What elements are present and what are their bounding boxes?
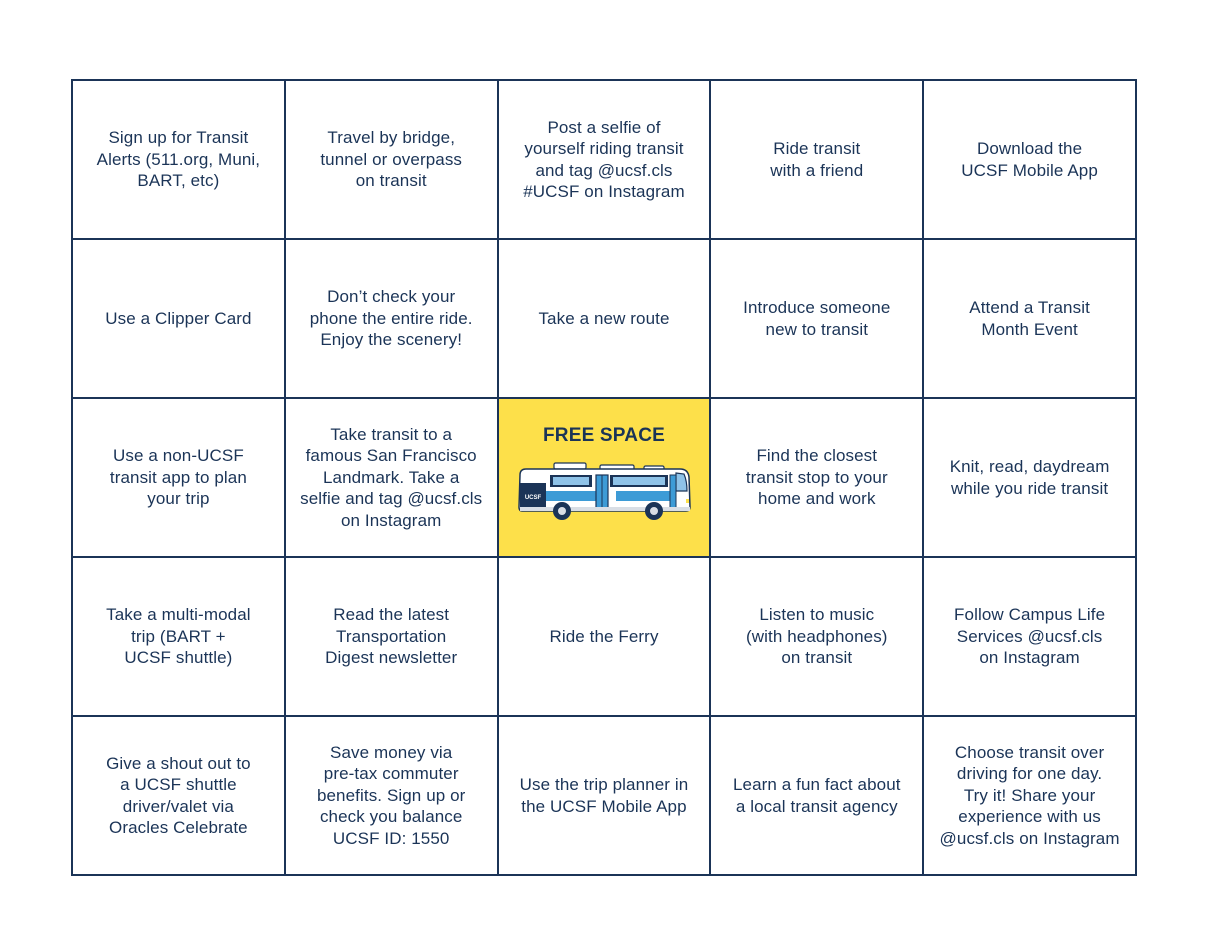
cell-text: Take a new route <box>538 308 670 328</box>
bingo-cell <box>286 81 497 238</box>
bingo-board <box>71 79 1137 876</box>
bingo-cell <box>73 240 284 397</box>
bingo-cell <box>924 81 1135 238</box>
cell-text: Ride transit with a friend <box>770 139 864 180</box>
cell-text: Use the trip planner in the UCSF Mobile App <box>519 775 689 816</box>
cell-text: Take transit to a famous San Francisco Landmark. Take a selfie and tag @ucsf.cls on Instagram <box>300 424 483 530</box>
cell-text: Read the latest Transportation Digest newsletter <box>325 605 458 668</box>
cell-text: Save money via pre-tax commuter benefits. Sign up or check you balance UCSF ID: 1550 <box>316 742 466 848</box>
cell-text: Choose transit over driving for one day. Try it! Share your experience with us @ucsf.cls on Instagram <box>939 742 1120 848</box>
bingo-cell <box>711 81 922 238</box>
cell-text: Download the UCSF Mobile App <box>961 139 1098 180</box>
cell-text: Use a non-UCSF transit app to plan your trip <box>109 446 247 509</box>
bingo-cell <box>924 717 1135 874</box>
cell-text: Take a multi-modal trip (BART + UCSF shuttle) <box>106 605 251 668</box>
free-space-title: FREE SPACE <box>542 425 665 446</box>
bingo-cell <box>924 240 1135 397</box>
bingo-cell <box>711 399 922 556</box>
bingo-cell <box>73 399 284 556</box>
bingo-cell <box>711 717 922 874</box>
cell-text: Sign up for Transit Alerts (511.org, Muni, BART, etc) <box>96 128 261 191</box>
cell-text: Learn a fun fact about a local transit agency <box>732 775 901 816</box>
bingo-cell <box>711 558 922 715</box>
cell-text: Attend a Transit Month Event <box>969 298 1090 339</box>
cell-text: Give a shout out to a UCSF shuttle driver/valet via Oracles Celebrate <box>106 753 251 837</box>
bingo-cell <box>73 717 284 874</box>
bingo-cell <box>73 81 284 238</box>
bingo-cell <box>286 240 497 397</box>
bingo-cell <box>286 558 497 715</box>
cell-text: Follow Campus Life Services @ucsf.cls on Instagram <box>954 605 1106 668</box>
bus-icon <box>516 461 692 523</box>
free-space-cell <box>499 399 710 556</box>
bingo-cell <box>286 717 497 874</box>
cell-text: Ride the Ferry <box>549 626 659 646</box>
cell-text: Introduce someone new to transit <box>743 298 891 339</box>
cell-text: Post a selfie of yourself riding transit and tag @ucsf.cls #UCSF on Instagram <box>523 117 685 201</box>
bingo-cell <box>924 558 1135 715</box>
bingo-cell <box>499 558 710 715</box>
cell-text: Travel by bridge, tunnel or overpass on transit <box>320 128 463 191</box>
bingo-cell <box>499 717 710 874</box>
cell-text: Listen to music (with headphones) on transit <box>746 605 888 668</box>
cell-text: Find the closest transit stop to your home and work <box>745 446 888 509</box>
cell-text: Don’t check your phone the entire ride. Enjoy the scenery! <box>309 287 473 350</box>
bingo-cell <box>711 240 922 397</box>
bingo-cell <box>924 399 1135 556</box>
svg-text:UCSF: UCSF <box>524 495 542 501</box>
cell-text: Knit, read, daydream while you ride transit <box>949 457 1110 498</box>
cell-text: Use a Clipper Card <box>105 308 252 328</box>
bingo-cell <box>73 558 284 715</box>
bingo-cell <box>499 81 710 238</box>
bingo-cell <box>286 399 497 556</box>
bingo-cell <box>499 240 710 397</box>
